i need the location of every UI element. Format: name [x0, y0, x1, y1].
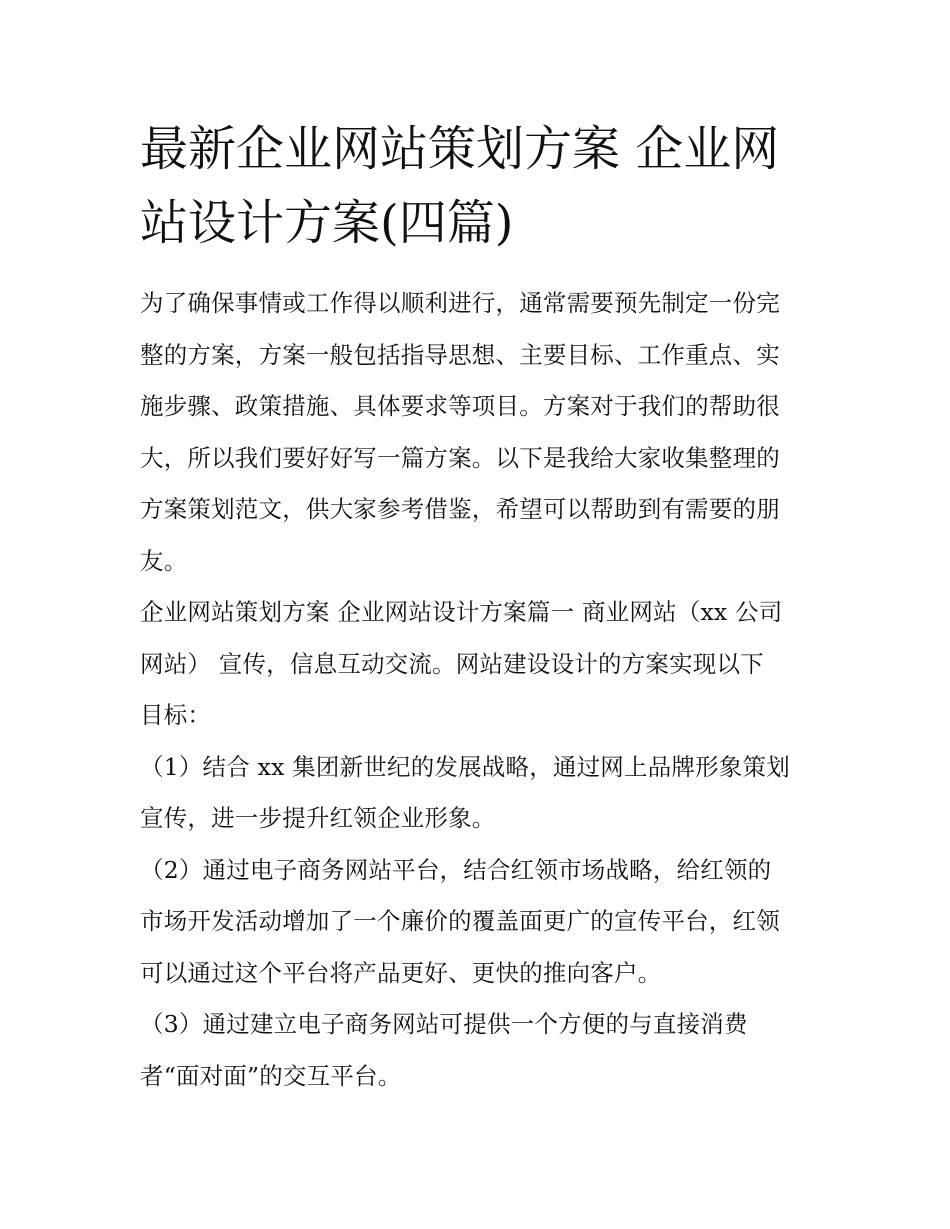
text-line: 为了确保事情或工作得以顺利进行，通常需要预先制定一份完 [140, 289, 780, 317]
text-line: 市场开发活动增加了一个廉价的覆盖面更广的宣传平台，红领 [140, 907, 780, 935]
text-line: 者“面对面”的交互平台。 [140, 1061, 402, 1090]
text-line: 企业网站策划方案 企业网站设计方案篇一 商业网站（xx 公司 [140, 598, 783, 626]
document-title [140, 112, 820, 260]
document-body [140, 278, 820, 1102]
goal-item-3 [140, 999, 820, 1102]
text-line: 大，所以我们要好好写一篇方案。以下是我给大家收集整理的 [140, 443, 780, 472]
text-line: 方案策划范文，供大家参考借鉴，希望可以帮助到有需要的朋 [140, 495, 780, 523]
text-line: （1）结合 xx 集团新世纪的发展战略，通过网上品牌形象策划 [140, 752, 790, 781]
goal-item-1 [140, 742, 820, 845]
text-line: 整的方案，方案一般包括指导思想、主要目标、工作重点、实 [140, 340, 780, 369]
goal-item-2 [140, 845, 820, 1000]
text-line: 友。 [140, 546, 188, 575]
text-line: 网站） 宣传，信息互动交流。网站建设设计的方案实现以下 [140, 649, 764, 678]
text-line: 可以通过这个平台将产品更好、更快的推向客户。 [140, 958, 662, 987]
text-line: 施步骤、政策措施、具体要求等项目。方案对于我们的帮助很 [140, 392, 780, 420]
section-paragraph [140, 587, 820, 742]
text-line: （3）通过建立电子商务网站可提供一个方便的与直接消费 [140, 1010, 748, 1038]
text-line: 宣传，进一步提升红领企业形象。 [140, 804, 496, 832]
title-line: 站设计方案(四篇) [140, 195, 514, 251]
intro-paragraph [140, 278, 820, 587]
text-line: （2）通过电子商务网站平台，结合红领市场战略，给红领的 [140, 855, 772, 884]
text-line: 目标： [140, 701, 212, 729]
document-page [140, 112, 820, 1102]
title-line: 最新企业网站策划方案 企业网 [140, 121, 780, 177]
